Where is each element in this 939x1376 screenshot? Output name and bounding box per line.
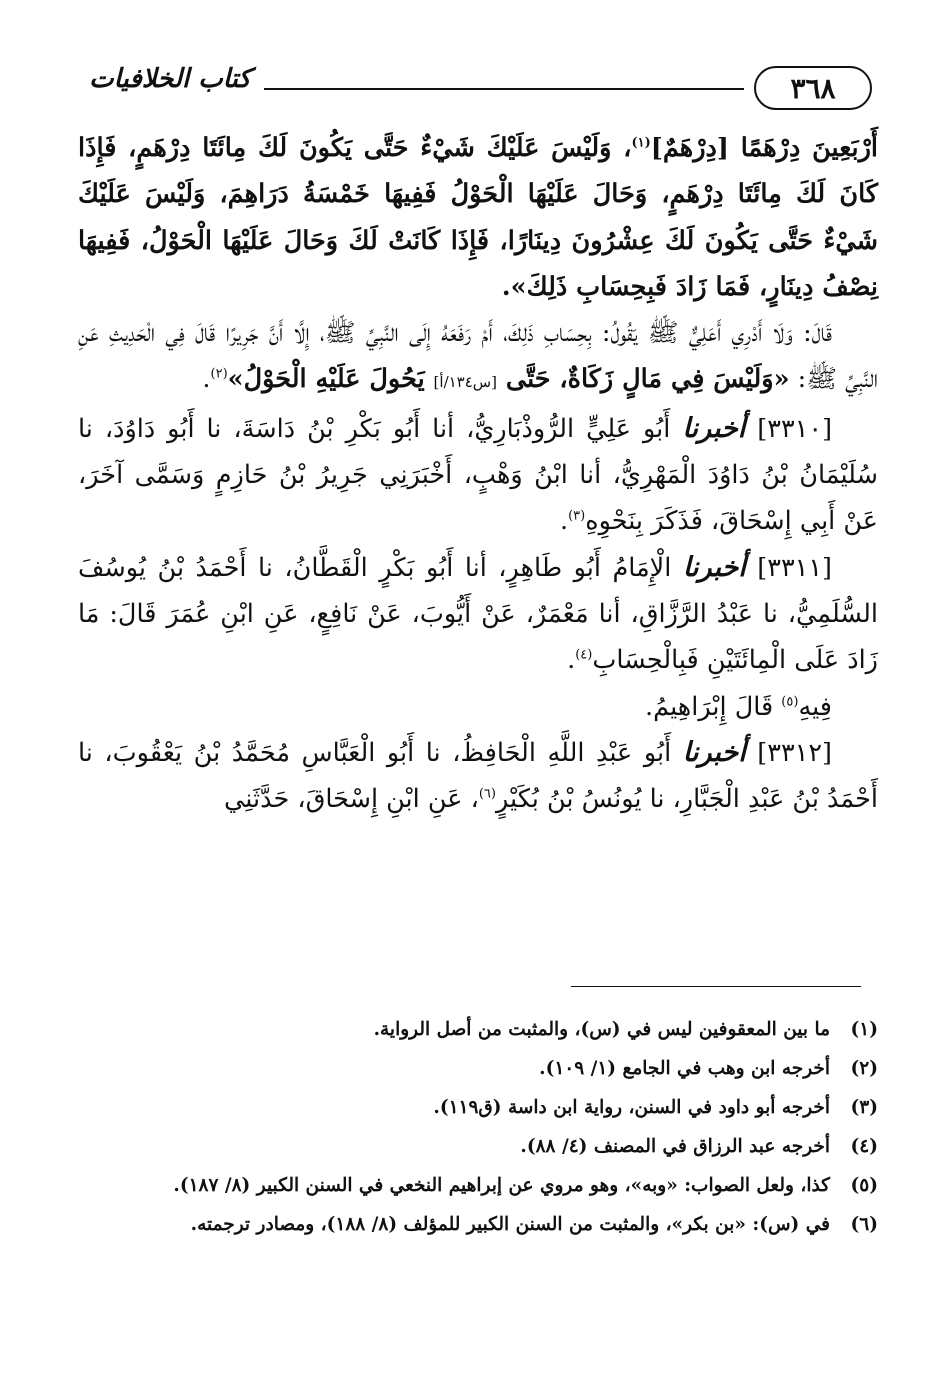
footnote-ref-3[interactable]: (٣) xyxy=(568,508,586,524)
akhbarana-word: أخبرنا xyxy=(682,412,746,444)
footnote-text: أخرجه عبد الرزاق في المصنف (٤/ ٨٨). xyxy=(520,1136,830,1157)
hadith-number: [٣٣١٠] xyxy=(745,413,833,444)
manuscript-marker: [س١٣٤/أ] xyxy=(433,373,497,392)
footnote-number: (٥) xyxy=(850,1175,878,1196)
p2-text: قَالَ: وَلَا أَدْرِي أَعَلِيٌّ ﷺ يَقُولُ: بِحِسَابِ ذَلِكَ، أَمْ رَفَعَهُ إِلَى النَّبِيِّ ﷺ، إِلَّا أَنَّ جَرِيرًا قَالَ فِي الْحَدِيثِ عَنِ النَّبِيِّ ﷺ: xyxy=(78,318,878,395)
footnote-item xyxy=(78,1205,878,1244)
footnote-ref-4[interactable]: (٤) xyxy=(575,647,593,663)
footnote-number: (٤) xyxy=(850,1136,878,1157)
footnote-number: (٢) xyxy=(850,1058,878,1079)
hadith-3311 xyxy=(78,545,878,684)
hadith-text: الْإِمَامُ أَبُو طَاهِرٍ، أنا أَبُو بَكْرٍ الْقَطَّانُ، نا أَحْمَدُ بْنُ يُوسُفَ السُّلَمِيُّ، نا عَبْدُ الرَّزَّاقِ، أنا مَعْمَرٌ، عَنْ أَيُّوبَ، عَنْ نَافِعٍ، عَنِ ابْنِ عُمَرَ قَالَ: مَا زَادَ عَلَى الْمِائَتَيْنِ فَبِالْحِسَابِ xyxy=(78,552,878,676)
footnote-text: ما بين المعقوفين ليس في (س)، والمثبت من أصل الرواية. xyxy=(373,1019,830,1040)
footnote-number: (١) xyxy=(850,1019,878,1040)
footnote-item xyxy=(78,1010,878,1049)
hadith-end: ، عَنِ ابْنِ إِسْحَاقَ، حَدَّثَنِي xyxy=(224,784,479,815)
footnote-text: أخرجه أبو داود في السنن، رواية ابن داسة (ق١١٩). xyxy=(433,1097,830,1118)
page-number: ٣٦٨ xyxy=(754,66,872,110)
footnote-ref-6[interactable]: (٦) xyxy=(478,786,496,802)
page-header xyxy=(82,62,872,120)
hadith-3312 xyxy=(78,730,878,823)
footnote-text: في (س): «بن بكر»، والمثبت من السنن الكبير للمؤلف (٨/ ١٨٨)، ومصادر ترجمته. xyxy=(190,1214,830,1235)
hadith-text: أَبُو عَبْدِ اللَّهِ الْحَافِظُ، نا أَبُو الْعَبَّاسِ مُحَمَّدُ بْنُ يَعْقُوبَ، نا أَحْمَدُ بْنُ عَبْدِ الْجَبَّارِ، نا يُونُسُ بْنُ بُكَيْرٍ xyxy=(78,737,878,815)
hadith-text: أَبُو عَلِيٍّ الرُّوذْبَارِيُّ، أنا أَبُو بَكْرِ بْنُ دَاسَةَ، نا أَبُو دَاوُدَ، نا سُلَيْمَانُ بْنُ دَاوُدَ الْمَهْرِيُّ، أنا ابْنُ وَهْبٍ، أَخْبَرَنِي جَرِيرُ بْنُ حَازِمٍ وَسَمَّى آخَرَ، عَنْ أَبِي إِسْحَاقَ، فَذَكَرَ بِنَحْوِهِ xyxy=(78,413,878,537)
footnote-separator xyxy=(571,986,861,987)
footnote-number: (٦) xyxy=(850,1214,878,1235)
paragraph-1 xyxy=(78,125,878,310)
p1-text-a: أَرْبَعِينَ دِرْهَمًا [دِرْهَمٌ] xyxy=(650,133,878,163)
hadith-end: . xyxy=(567,645,576,676)
paragraph-2 xyxy=(78,310,878,406)
main-text xyxy=(78,125,878,822)
p5-text-a: فِيهِ xyxy=(798,691,832,722)
hadith-number: [٣٣١١] xyxy=(745,552,832,583)
p1-text-b: ، وَلَيْسَ عَلَيْكَ شَيْءٌ حَتَّى يَكُونَ لَكَ مِائَتَا دِرْهَمٍ، فَإِذَا كَانَ لَكَ مِائَتَا دِرْهَمٍ، وَحَالَ عَلَيْهَا الْحَوْلُ فَفِيهَا خَمْسَةُ دَرَاهِمَ، وَلَيْسَ عَلَيْكَ شَيْءٌ حَتَّى يَكُونَ لَكَ عِشْرُونَ دِينَارًا، فَإِذَا كَانَتْ لَكَ وَحَالَ عَلَيْهَا الْحَوْلُ، فَفِيهَا نِصْفُ دِينَارٍ، فَمَا زَادَ فَبِحِسَابِ ذَلِكَ». xyxy=(78,133,878,302)
footnotes xyxy=(78,1010,878,1244)
akhbarana-word: أخبرنا xyxy=(682,736,746,768)
footnote-ref-5[interactable]: (٥) xyxy=(781,694,799,710)
footnote-number: (٣) xyxy=(850,1097,878,1118)
footnote-ref-1[interactable]: (١) xyxy=(631,135,651,151)
paragraph-5 xyxy=(78,684,878,730)
footnote-item xyxy=(78,1166,878,1205)
p5-text-b: قَالَ إِبْرَاهِيمُ. xyxy=(645,691,782,722)
footnote-item xyxy=(78,1127,878,1166)
footnote-ref-2[interactable]: (٢) xyxy=(210,366,228,382)
hadith-end: . xyxy=(559,506,569,537)
header-rule xyxy=(264,88,744,90)
hadith-number: [٣٣١٢] xyxy=(745,737,832,768)
footnote-item xyxy=(78,1049,878,1088)
akhbarana-word: أخبرنا xyxy=(682,551,746,583)
book-title: كتاب الخلافيات xyxy=(89,64,251,94)
hadith-3310 xyxy=(78,406,878,545)
footnote-text: أخرجه ابن وهب في الجامع (١/ ١٠٩). xyxy=(539,1058,830,1079)
p2-end: . xyxy=(202,364,211,395)
p2-quote: «وَلَيْسَ فِي مَالٍ زَكَاةٌ، حَتَّى xyxy=(496,364,790,395)
p2-quote-end: يَحُولَ عَلَيْهِ الْحَوْلُ» xyxy=(227,364,434,395)
footnote-item xyxy=(78,1088,878,1127)
footnote-text: كذا، ولعل الصواب: «وبه»، وهو مروي عن إبراهيم النخعي في السنن الكبير (٨/ ١٨٧). xyxy=(173,1175,830,1196)
